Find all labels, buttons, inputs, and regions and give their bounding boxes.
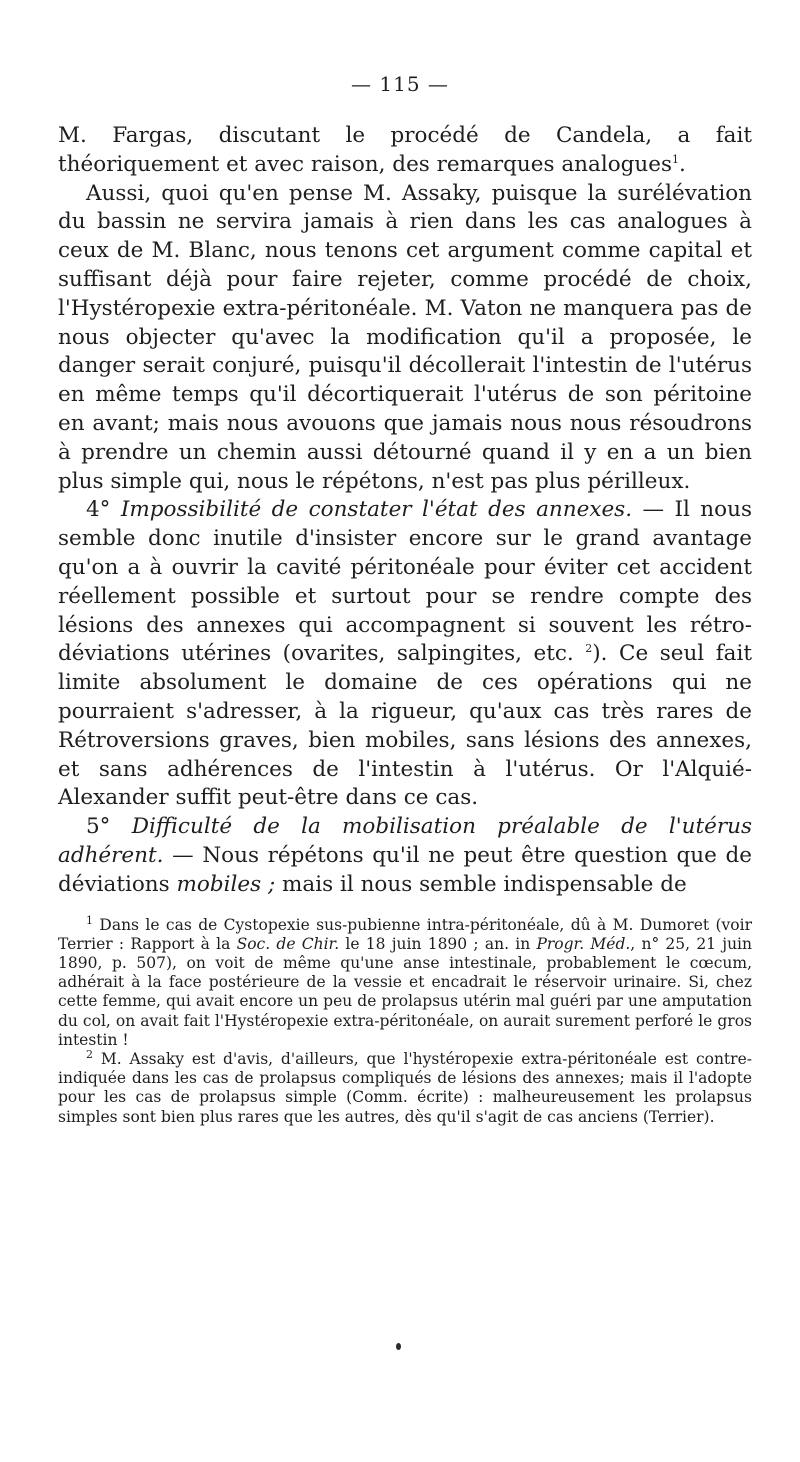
page-number: — 115 — (351, 72, 449, 96)
section-number-4: 4° (86, 497, 111, 523)
paragraph-2: Aussi, quoi qu'en pense M. Assaky, puisque la surélévation du bassin ne servira jamais à rien dans les cas analogues à ceux de M. Blanc, nous tenons cet argument comme capital et suffisant déjà pour faire rejeter, comme procédé de choix, l'Hystéropexie extra-péritonéale. M. Vaton ne manquera pas de nous objecter qu'avec la modification qu'il a proposée, le danger serait conjuré, puisqu'il décollerait l'intestin de l'utérus en même temps qu'il décortiquerait l'utérus de son péritoine en avant; mais nous avouons que jamais nous nous résoudrons à prendre un chemin aussi détourné quand il y en a un bien plus simple qui, nous le répétons, n'est pas plus périlleux. (58, 180, 752, 494)
footnote-ref-2: 2 (585, 642, 593, 656)
ink-speck (396, 1343, 401, 1350)
footnote-1: $^1$ Dans le cas de Cystopexie sus-pubienne intra-péritonéale, dû à M. Dumoret (voir Terrier : Rapport à la Soc. de Chir. le 18 juin 1890 ; an. in Progr. Méd., n° 25, 21 juin 1890, p. 507), on voit de même qu'une anse intestinale, probablement le cœcum, adhérait à la face postérieure de la vessie et encadrait le réservoir urinaire. Si, chez cette femme, qui avait encore un peu de prolapsus utérin mal guéri par une amputation du col, on avait fait l'Hystéropexie extra-péritonéale, on aurait surement perforé le gros intestin ! (58, 913, 753, 1049)
section-heading-5: Difficulté de la mobilisation préalable de l'utérus adhérent. (58, 814, 752, 868)
footnotes (58, 913, 753, 1127)
paragraph-4: 5° Difficulté de la mobilisation préalable de l'utérus adhérent. — Nous répétons qu'il ne peut être question que de déviations mobiles ; mais il nous semble indispensable de (58, 814, 752, 897)
section-number-5: 5° (86, 814, 111, 840)
paragraph-1: M. Fargas, discutant le procédé de Candela, a fait théoriquement et avec raison, des remarques analogues$^1$. (58, 123, 752, 177)
section-heading-4: Impossibilité de constater l'état des annexes. (120, 497, 633, 523)
footnote-2: $^2$ M. Assaky est d'avis, d'ailleurs, que l'hystéropexie extra-péritonéale est contre-indiquée dans les cas de prolapsus compliqués de lésions des annexes; mais il l'adopte pour les cas de prolapsus simple (Comm. écrite) : malheureusement les prolapsus simples sont bien plus rares que les autres, dès qu'il s'agit de cas anciens (Terrier). (58, 1047, 752, 1126)
main-text (58, 122, 752, 900)
footnote-ref-1: 1 (672, 152, 680, 166)
paragraph-3: 4° Impossibilité de constater l'état des annexes. — Il nous semble donc inutile d'insister encore sur le grand avantage qu'on a à ouvrir la cavité péritonéale pour éviter cet accident réellement possible et surtout pour se rendre compte des lésions des annexes qui accompagnent si souvent les rétro-déviations utérines (ovarites, salpingites, etc. $^2$). Ce seul fait limite absolument le domaine de ces opérations qui ne pourraient s'adresser, à la rigueur, qu'aux cas très rares de Rétroversions graves, bien mobiles, sans lésions des annexes, et sans adhérences de l'intestin à l'utérus. Or l'Alquié-Alexander suffit peut-être dans ce cas. (58, 497, 752, 811)
